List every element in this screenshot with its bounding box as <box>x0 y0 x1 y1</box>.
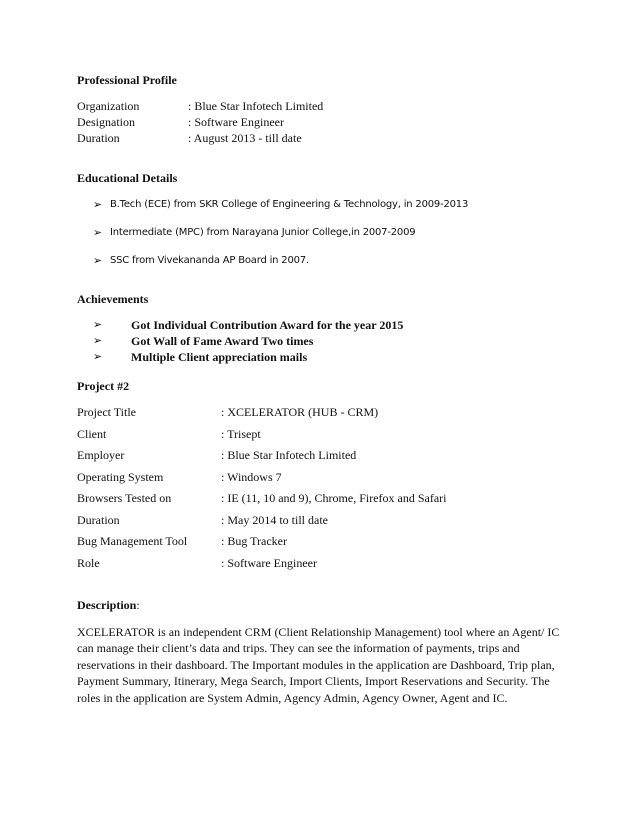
project-label: Project Title <box>77 405 137 419</box>
project-label: Duration <box>77 513 120 527</box>
arrow-bullet-icon: ➢ <box>93 334 103 347</box>
project-label: Bug Management Tool <box>77 534 188 548</box>
arrow-bullet-icon: ➢ <box>93 226 103 239</box>
profile-value-organization: : Blue Star Infotech Limited <box>188 99 324 113</box>
project-label: Employer <box>77 448 125 462</box>
profile-label-duration: Duration <box>77 131 120 145</box>
description-colon: : <box>136 598 140 612</box>
arrow-bullet-icon: ➢ <box>93 198 103 211</box>
project-label: Client <box>77 427 107 441</box>
section-heading-project: Project #2 <box>77 379 130 393</box>
profile-value-duration: : August 2013 - till date <box>188 131 302 145</box>
description-paragraph <box>77 624 569 706</box>
section-heading-education: Educational Details <box>77 171 178 185</box>
achievement-item: Got Individual Contribution Award for the year 2015 <box>131 318 404 332</box>
section-heading-achievements: Achievements <box>77 292 149 306</box>
profile-label-designation: Designation <box>77 115 135 129</box>
education-item: Intermediate (MPC) from Narayana Junior College,in 2007-2009 <box>110 227 416 238</box>
project-value: : Blue Star Infotech Limited <box>221 448 357 462</box>
project-value: : Windows 7 <box>221 470 282 484</box>
project-value: : Software Engineer <box>221 556 317 570</box>
profile-value-designation: : Software Engineer <box>188 115 284 129</box>
arrow-bullet-icon: ➢ <box>93 254 103 267</box>
section-heading-profile: Professional Profile <box>77 73 177 87</box>
project-label: Role <box>77 556 100 570</box>
project-value: : XCELERATOR (HUB - CRM) <box>221 405 379 419</box>
description-heading-line <box>77 598 140 613</box>
achievement-item: Multiple Client appreciation mails <box>131 350 308 364</box>
description-text: XCELERATOR is an independent CRM (Client Relationship Management) tool where an Agent/ IC can manage their client’s data and trips. They can see the information of payments, trips and reservations in their dashboard. The Important modules in the application are Dashboard, Trip plan, Payment Summary, Itinerary, Mega Search, Import Clients, Import Reservations and Security. The roles in the application are System Admin, Agency Admin, Agency Owner, Agent and IC. <box>77 625 560 705</box>
arrow-bullet-icon: ➢ <box>93 350 103 363</box>
arrow-bullet-icon: ➢ <box>93 318 103 331</box>
project-label: Browsers Tested on <box>77 491 172 505</box>
education-item: B.Tech (ECE) from SKR College of Engineering & Technology, in 2009-2013 <box>110 199 469 210</box>
project-value: : Trisept <box>221 427 261 441</box>
education-item: SSC from Vivekananda AP Board in 2007. <box>110 255 309 266</box>
profile-label-organization: Organization <box>77 99 140 113</box>
section-heading-description: Description <box>77 598 137 612</box>
achievement-item: Got Wall of Fame Award Two times <box>131 334 314 348</box>
project-value: : Bug Tracker <box>221 534 287 548</box>
project-label: Operating System <box>77 470 164 484</box>
project-value: : May 2014 to till date <box>221 513 328 527</box>
project-value: : IE (11, 10 and 9), Chrome, Firefox and Safari <box>221 491 447 505</box>
